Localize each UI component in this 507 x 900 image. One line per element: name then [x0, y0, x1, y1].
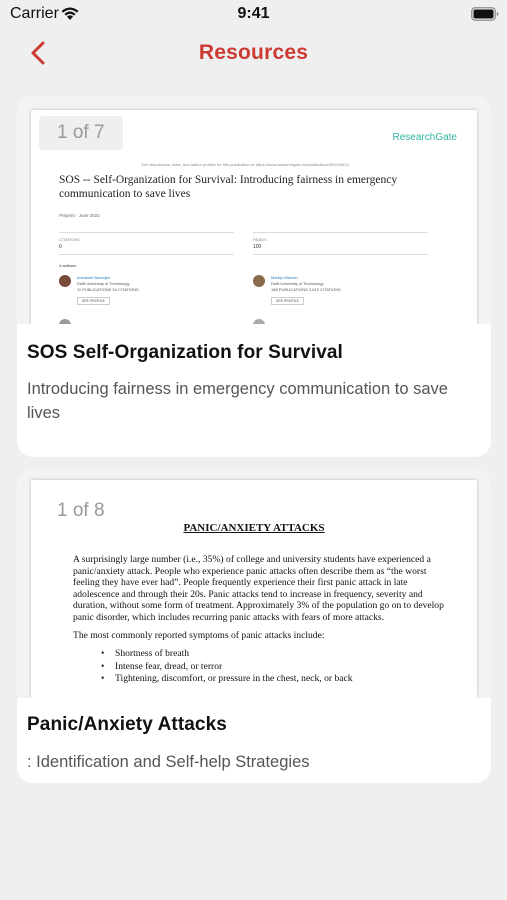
resource-title: SOS Self-Organization for Survival	[27, 342, 343, 363]
author-name: Martijn Warnier	[271, 275, 298, 280]
author-affiliation: Delft University of Technology	[77, 281, 130, 286]
resource-card[interactable]	[17, 470, 491, 783]
preprint-label: Preprint · June 2022	[59, 213, 100, 218]
resource-title: Panic/Anxiety Attacks	[27, 714, 227, 735]
resource-card[interactable]	[17, 96, 491, 457]
navigation-bar	[0, 30, 507, 76]
divider	[59, 232, 234, 233]
divider	[253, 254, 428, 255]
publication-link: See discussions, stats, and author profiles for this publication at: https://www.researchgate.net/publication/361045424	[141, 162, 349, 167]
page-title: Resources	[198, 41, 309, 64]
document-paragraph: The most commonly reported symptoms of panic attacks include:	[73, 630, 325, 641]
reads-count: 100	[253, 244, 262, 250]
see-profile-button: SEE PROFILE	[271, 297, 304, 305]
author-name: Indrakshi Banerjee	[77, 275, 111, 280]
document-paragraph: A surprisingly large number (i.e., 35%) of college and university students have experienced a panic/anxiety attack. People who experience panic attacks often describe them as “the worst feeling they have ever had”. People frequently experience their first panic attack in late adolescence and through their 20s. Panic attacks tend to increase in frequency, severity and duration, without some form of treatment. Approximately 3% of the population go on to develop panic disorder, which includes recurring panic attacks with fears of more attacks.	[73, 554, 444, 623]
avatar	[59, 319, 71, 324]
document-title: SOS -- Self-Organization for Survival: Introducing fairness in emergency communication to save lives	[59, 174, 398, 200]
divider	[59, 254, 234, 255]
list-item: • Shortness of breath	[101, 648, 353, 661]
page-indicator: 1 of 7	[39, 116, 123, 150]
avatar	[253, 275, 265, 287]
list-item: • Intense fear, dread, or terror	[101, 661, 353, 674]
resource-subtitle: : Identification and Self-help Strategies	[27, 753, 310, 771]
avatar	[253, 319, 265, 324]
battery-icon	[471, 7, 499, 21]
author-affiliation: Delft University of Technology	[271, 281, 324, 286]
divider	[253, 232, 428, 233]
author-stats: 188 PUBLICATIONS 2,612 CITATIONS	[271, 287, 341, 292]
symptom-list	[101, 648, 353, 686]
author-stats: 11 PUBLICATIONS 34 CITATIONS	[77, 287, 139, 292]
citations-label: CITATIONS	[59, 237, 80, 242]
document-title: PANIC/ANXIETY ATTACKS	[183, 522, 325, 534]
authors-label: 4 authors:	[59, 263, 77, 268]
see-profile-button: SEE PROFILE	[77, 297, 110, 305]
researchgate-logo: ResearchGate	[392, 132, 457, 143]
reads-label: READS	[253, 237, 267, 242]
document-preview	[17, 96, 491, 324]
resource-subtitle: Introducing fairness in emergency communication to save lives	[27, 380, 448, 422]
document-preview	[17, 470, 491, 698]
carrier-label: Carrier	[10, 5, 59, 22]
citations-count: 0	[59, 244, 62, 250]
clock: 9:41	[237, 5, 270, 22]
page-indicator: 1 of 8	[57, 500, 105, 521]
avatar	[59, 275, 71, 287]
list-item: • Tightening, discomfort, or pressure in the chest, neck, or back	[101, 673, 353, 686]
status-bar	[0, 0, 507, 28]
